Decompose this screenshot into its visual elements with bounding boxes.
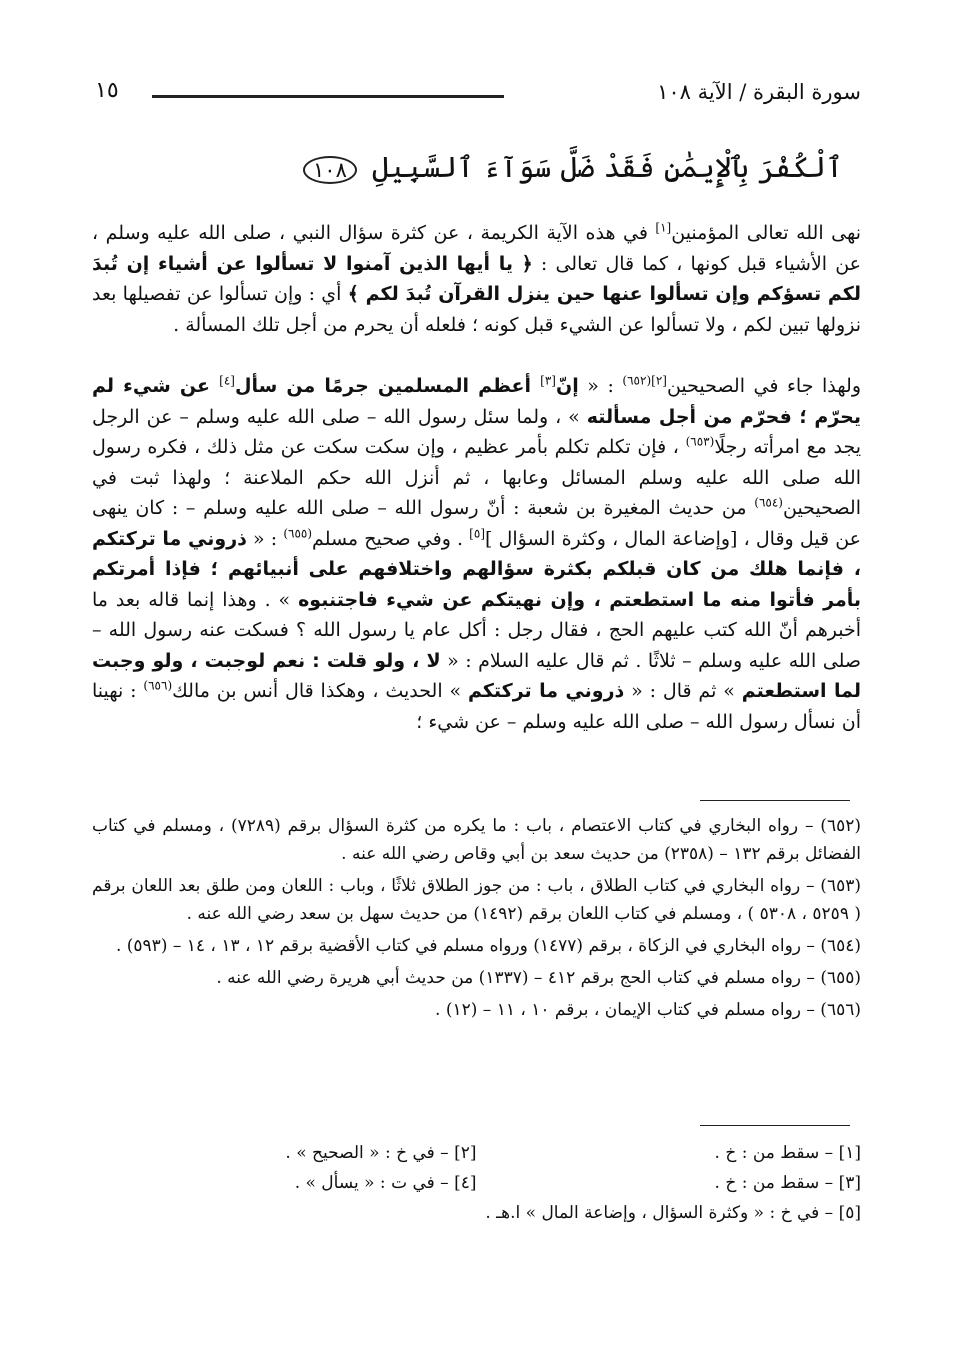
footnote-ref: (٦٥٦) [143, 678, 173, 693]
hadith-text: إنّ [555, 375, 579, 397]
text-span: : « [578, 375, 623, 397]
hadith-text: ذروني ما تركتكم ، فإنما هلك من كان قبلكم بكثرة سؤالهم واختلافهم على أنبيائهم ؛ فإذا أمرتكم بأمر فأتوا منه ما استطعتم ، وإن نهيتكم عن شيء فاجتنبوه [92, 527, 862, 611]
footnote-ref: (٦٥٥) [283, 526, 313, 541]
running-header-title: سورة البقرة / الآية ١٠٨ [657, 80, 861, 104]
text-span: » ثم قال : « [624, 680, 742, 702]
hadith-text: ذروني ما تركتكم [467, 680, 625, 702]
commentary-paragraph-2 [92, 371, 861, 737]
text-span: : « [246, 527, 284, 550]
verse-text: ٱلْكُفْرَ بِٱلْإِيمَٰنِ فَقَدْ ضَلَّ سَوَآءَ ٱلسَّبِيلِ [372, 150, 843, 184]
variant-note: [٥] – في خ : « وكثرة السؤال ، وإضاعة المال » ا.هـ . [485, 1203, 861, 1223]
variant-ref: [٢] [651, 373, 667, 388]
variant-notes-row [92, 1168, 861, 1198]
variant-notes-separator [700, 1125, 850, 1126]
footnote-ref: (٦٥٢) [622, 373, 652, 388]
hadith-text: أعظم المسلمين جرمًا من سأل [234, 375, 541, 397]
text-span: : نهينا أن نسأل رسول الله – صلى الله عليه وسلم – عن شيء ؛ [92, 680, 861, 733]
footnote-separator [700, 800, 850, 801]
hadith-text: عن شيء لم يحرّم ؛ فحرّم من أجل مسألته [92, 375, 861, 428]
variant-note: [٢] – في خ : « الصحيح » . [285, 1143, 477, 1163]
quran-quote: ﴿ يا أيها الذين آمنوا لا تسألوا عن أشياء إن تُبدَ لكم تسؤكم وإن تسألوا عنها حين ينزل القرآن تُبدَ لكم ﴾ [92, 252, 861, 305]
text-span: » ، ولما سئل رسول الله – صلى الله عليه وسلم – عن الرجل يجد مع امرأته رجلًا [92, 405, 862, 458]
text-span: » . وهذا إنما قاله بعد ما أخبرهم أنّ الله كتب عليهم الحج ، فقال رجل : أكل عام يا رسول الله ؟ فسكت عنه رسول الله – صلى الله عليه وسلم – ثلاثًا . ثم قال عليه السلام : « [92, 588, 862, 672]
footnote-ref: (٦٥٤) [754, 495, 783, 510]
variant-ref: [٣] [540, 373, 556, 388]
text-span: . وفي صحيح مسلم [312, 527, 470, 550]
variant-ref: [٥] [469, 526, 485, 541]
text-span: في هذه الآية الكريمة ، عن كثرة سؤال النبي ، صلى الله عليه وسلم ، عن الأشياء قبل كونها ، كما قال تعالى : [92, 222, 862, 275]
verse-number-medallion: ١٠٨ [303, 156, 357, 184]
text-span: نهى الله تعالى المؤمنين [671, 222, 861, 244]
header-rule [152, 95, 504, 98]
text-span: أي : وإن تسألوا عن تفصيلها بعد نزولها تبين لكم ، ولا تسألوا عن الشيء قبل كونه ؛ فلعله أن يحرم من أجل تلك المسألة . [92, 283, 861, 336]
footnote-item: (٦٥٤) – رواه البخاري في الزكاة ، برقم (١٤٧٧) ورواه مسلم في كتاب الأقضية برقم ١٢ ، ١٣ ، ١٤ – (٥٩٣) . [115, 936, 861, 956]
footnote-item: (٦٥٢) – رواه البخاري في كتاب الاعتصام ، باب : ما يكره من كثرة السؤال برقم (٧٢٨٩) ، ومسلم في كتاب الفضائل برقم ١٣٢ – (٢٣٥٨) من حديث سعد بن أبي وقاص رضي الله عنه . [92, 816, 861, 864]
text-span: » الحديث ، وهكذا قال أنس بن مالك [172, 680, 468, 702]
text-span: ولهذا جاء في الصحيحين [666, 375, 861, 397]
variant-notes [92, 1138, 861, 1228]
text-span: ، فإن تكلم تكلم بأمر عظيم ، وإن سكت سكت عن مثل ذلك ، فكره رسول الله صلى الله عليه وسلم المسائل وعابها ، ثم أنزل الله حكم الملاعنة ؛ ولهذا ثبت في الصحيحين [92, 436, 861, 519]
variant-ref: [١] [655, 220, 672, 235]
footnote-item: (٦٥٣) – رواه البخاري في كتاب الطلاق ، باب : من جوز الطلاق ثلاثًا ، وباب : اللعان ومن طلق بعد اللعان برقم ( ٥٢٥٩ ، ٥٣٠٨ ) ، ومسلم في كتاب اللعان برقم (١٤٩٢) من حديث سهل بن سعد رضي الله عنه . [92, 876, 861, 924]
variant-note: [١] – سقط من : خ . [714, 1143, 861, 1163]
quran-verse [303, 150, 843, 184]
variant-notes-row [92, 1138, 861, 1168]
footnote-item: (٦٥٥) – رواه مسلم في كتاب الحج برقم ٤١٢ – (١٣٣٧) من حديث أبي هريرة رضي الله عنه . [216, 968, 861, 988]
commentary-paragraph-1 [92, 218, 861, 340]
footnote-item: (٦٥٦) – رواه مسلم في كتاب الإيمان ، برقم ١٠ ، ١١ – (١٢) . [435, 1000, 861, 1020]
text-span: من حديث المغيرة بن شعبة : أنّ رسول الله – صلى الله عليه وسلم – : كان ينهى عن قيل وقال ، [وإضاعة المال ، وكثرة السؤال ] [92, 497, 861, 550]
page-number: ١٥ [95, 78, 119, 103]
variant-ref: [٤] [219, 373, 235, 388]
variant-note: [٤] – في ت : « يسأل » . [294, 1173, 477, 1193]
footnotes [92, 812, 861, 1028]
footnote-ref: (٦٥٣) [685, 434, 715, 449]
hadith-text: لا ، ولو قلت : نعم لوجبت ، ولو وجبت لما استطعتم [92, 649, 862, 702]
variant-note: [٣] – سقط من : خ . [714, 1173, 861, 1193]
